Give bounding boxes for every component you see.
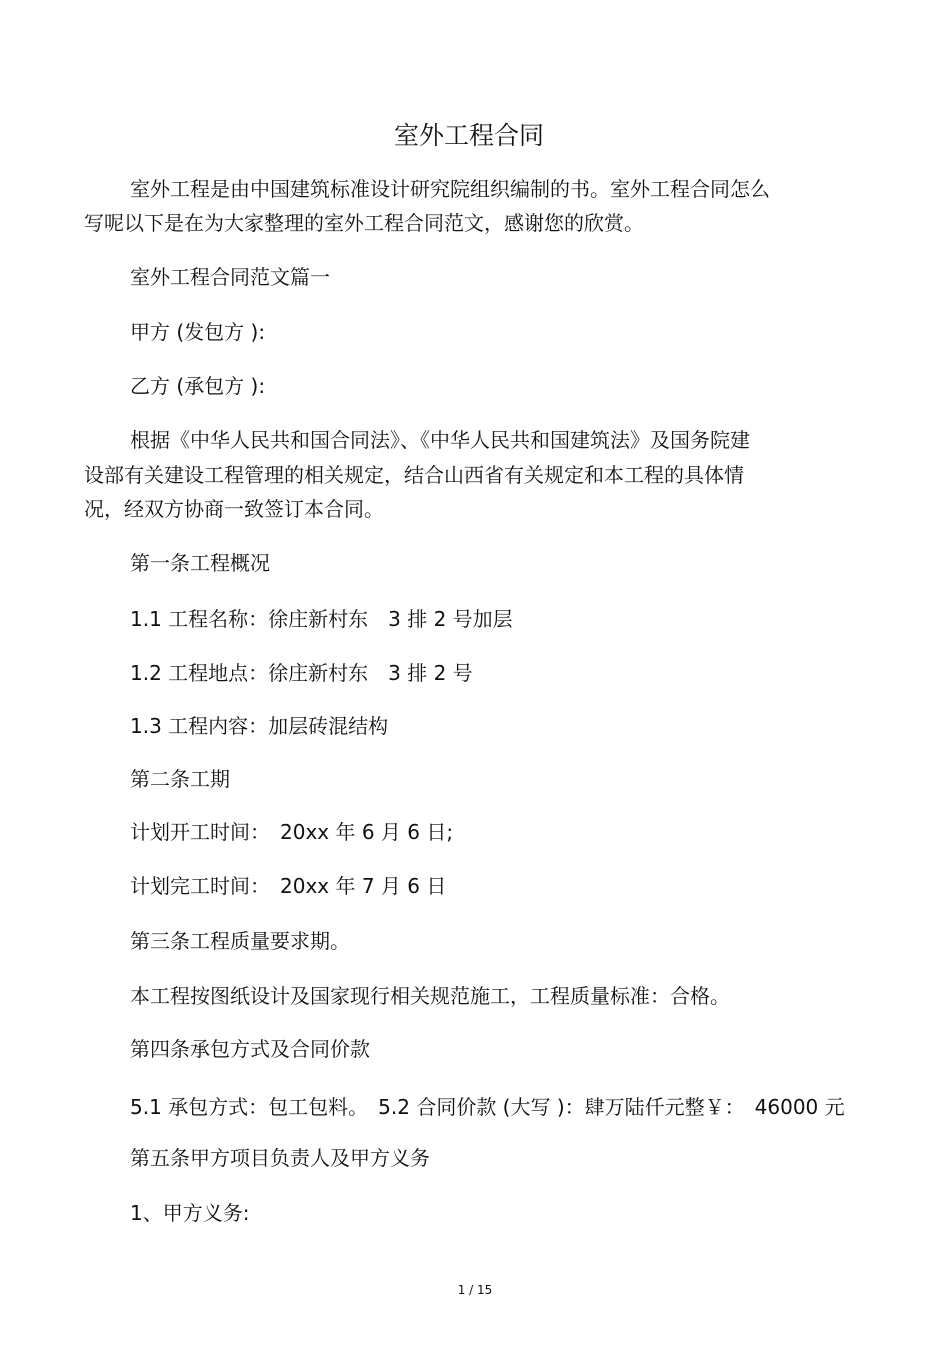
planned-start-line: 计划开工时间： 20xx 年 6 月 6 日;	[130, 820, 454, 844]
quality-standard-line: 本工程按图纸设计及国家现行相关规范施工，工程质量标准：合格。	[130, 984, 730, 1008]
page-indicator: 1 / 15	[457, 1283, 493, 1297]
basis-line-3: 况，经双方协商一致签订本合同。	[84, 497, 384, 521]
intro-line-2: 写呢以下是在为大家整理的室外工程合同范文，感谢您的欣赏。	[84, 211, 644, 235]
contract-price-line: 5.1 承包方式：包工包料。 5.2 合同价款 (大写 )：肆万陆仟元整￥： 46000 元	[130, 1095, 845, 1119]
article-3-heading: 第三条工程质量要求期。	[130, 929, 350, 953]
party-b-line: 乙方 (承包方 ):	[130, 374, 266, 398]
article-5-heading: 第五条甲方项目负责人及甲方义务	[130, 1146, 430, 1170]
document-title: 室外工程合同	[393, 121, 544, 150]
item-1-2: 1.2 工程地点：徐庄新村东 3 排 2 号	[130, 661, 473, 685]
party-a-duties-line: 1、甲方义务:	[130, 1201, 250, 1225]
intro-line-1: 室外工程是由中国建筑标准设计研究院组织编制的书。室外工程合同怎么	[130, 177, 770, 201]
item-1-3: 1.3 工程内容：加层砖混结构	[130, 714, 389, 738]
planned-finish-line: 计划完工时间： 20xx 年 7 月 6 日	[130, 874, 447, 898]
article-1-heading: 第一条工程概况	[130, 551, 270, 575]
basis-line-2: 设部有关建设工程管理的相关规定，结合山西省有关规定和本工程的具体情	[84, 463, 744, 487]
article-4-heading: 第四条承包方式及合同价款	[130, 1037, 370, 1061]
basis-line-1: 根据《中华人民共和国合同法》、《中华人民共和国建筑法》及国务院建	[130, 428, 750, 452]
article-2-heading: 第二条工期	[130, 767, 230, 791]
section-heading: 室外工程合同范文篇一	[130, 265, 330, 289]
item-1-1: 1.1 工程名称：徐庄新村东 3 排 2 号加层	[130, 607, 513, 631]
party-a-line: 甲方 (发包方 ):	[130, 320, 266, 344]
